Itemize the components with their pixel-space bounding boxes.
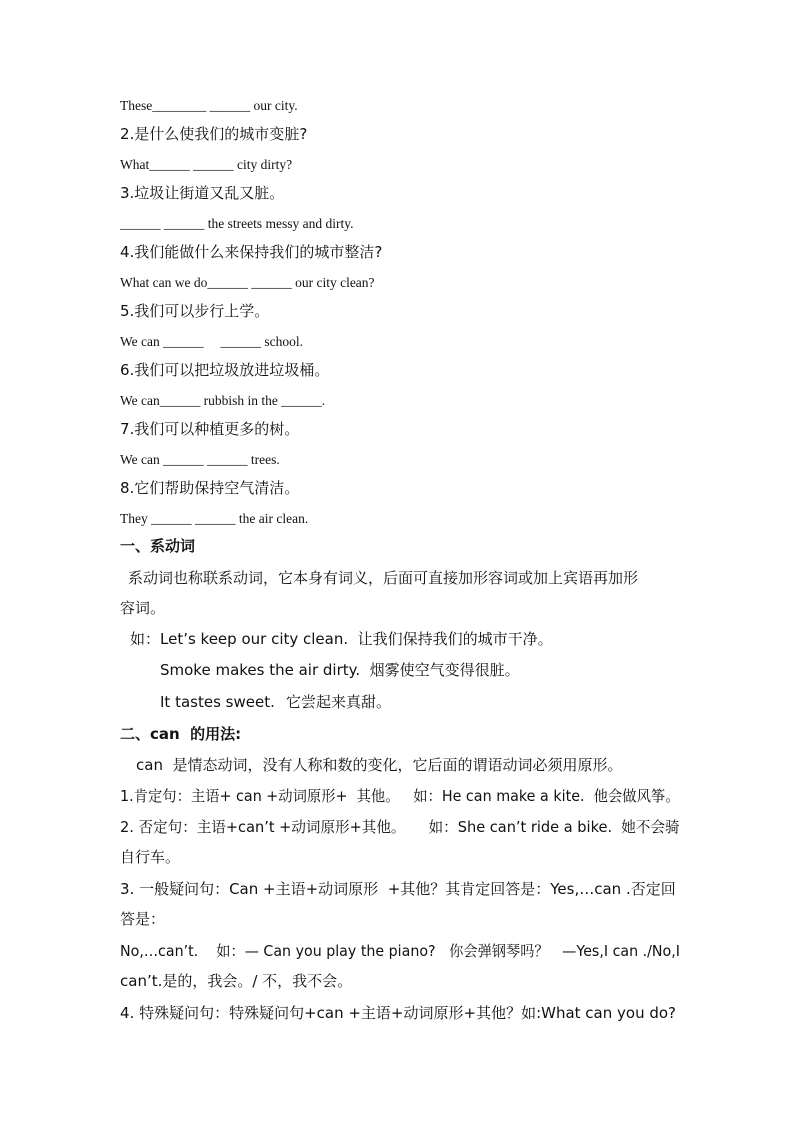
section-2-intro: can 是情态动词，没有人称和数的变化，它后面的谓语动词必须用原形。	[136, 756, 623, 774]
exercise-3-answer-line: ______ ______ the streets messy and dirty.	[120, 216, 354, 231]
section-2-point-1: 1.肯定句：主语+ can +动词原形+ 其他。 如：He can make a kite. 他会做风筝。	[120, 787, 680, 805]
section-1-example-3-zh: 它尝起来真甜。	[286, 693, 392, 711]
section-1-example-3-en: It tastes sweet.	[160, 693, 275, 711]
exercise-2-prompt: 2.是什么使我们的城市变脏?	[120, 125, 308, 143]
section-1-heading: 一、系动词	[120, 537, 196, 555]
section-1-description: 系动词也称联系动词，它本身有词义，后面可直接加形容词或加上宾语再加形	[128, 569, 639, 587]
exercise-4-answer-line: What can we do______ ______ our city clean?	[120, 275, 375, 290]
exercise-6-prompt: 6.我们可以把垃圾放进垃圾桶。	[120, 361, 330, 379]
section-1-description-cont: 容词。	[120, 599, 166, 617]
section-2-point-3-example: No,…can’t. 如：— Can you play the piano? 你会弹钢琴吗？ —Yes,I can ./No,I	[120, 942, 680, 960]
section-2-point-3-example-cont: can’t.是的，我会。/ 不，我不会。	[120, 972, 353, 990]
exercise-5-prompt: 5.我们可以步行上学。	[120, 302, 270, 320]
section-1-example-1: 如：Let’s keep our city clean. 让我们保持我们的城市干净。	[130, 630, 553, 648]
section-1-example-2: Smoke makes the air dirty. 烟雾使空气变得很脏。	[160, 661, 520, 679]
exercise-2-answer-line: What______ ______ city dirty?	[120, 157, 293, 172]
exercise-1-answer-line: These________ ______ our city.	[120, 98, 298, 113]
exercise-8-answer-line: They ______ ______ the air clean.	[120, 511, 309, 526]
section-2-point-2-cont: 自行车。	[120, 848, 181, 866]
section-2-point-2: 2. 否定句：主语+can’t +动词原形+其他。 如：She can’t ride a bike. 她不会骑	[120, 818, 680, 836]
section-2-point-3-cont: 答是：	[120, 910, 166, 928]
section-2-point-4: 4. 特殊疑问句：特殊疑问句+can +主语+动词原形+其他？如:What can you do?	[120, 1004, 677, 1022]
exercise-5-answer-line: We can ______ ______ school.	[120, 334, 304, 349]
exercise-7-prompt: 7.我们可以种植更多的树。	[120, 420, 300, 438]
exercise-3-prompt: 3.垃圾让街道又乱又脏。	[120, 184, 285, 202]
exercise-6-answer-line: We can______ rubbish in the ______.	[120, 393, 326, 408]
section-2-heading: 二、can 的用法:	[120, 725, 242, 743]
section-2-point-3: 3. 一般疑问句：Can +主语+动词原形 +其他？其肯定回答是：Yes,…can .否定回	[120, 880, 676, 898]
exercise-7-answer-line: We can ______ ______ trees.	[120, 452, 280, 467]
exercise-4-prompt: 4.我们能做什么来保持我们的城市整洁?	[120, 243, 383, 261]
exercise-8-prompt: 8.它们帮助保持空气清洁。	[120, 479, 300, 497]
